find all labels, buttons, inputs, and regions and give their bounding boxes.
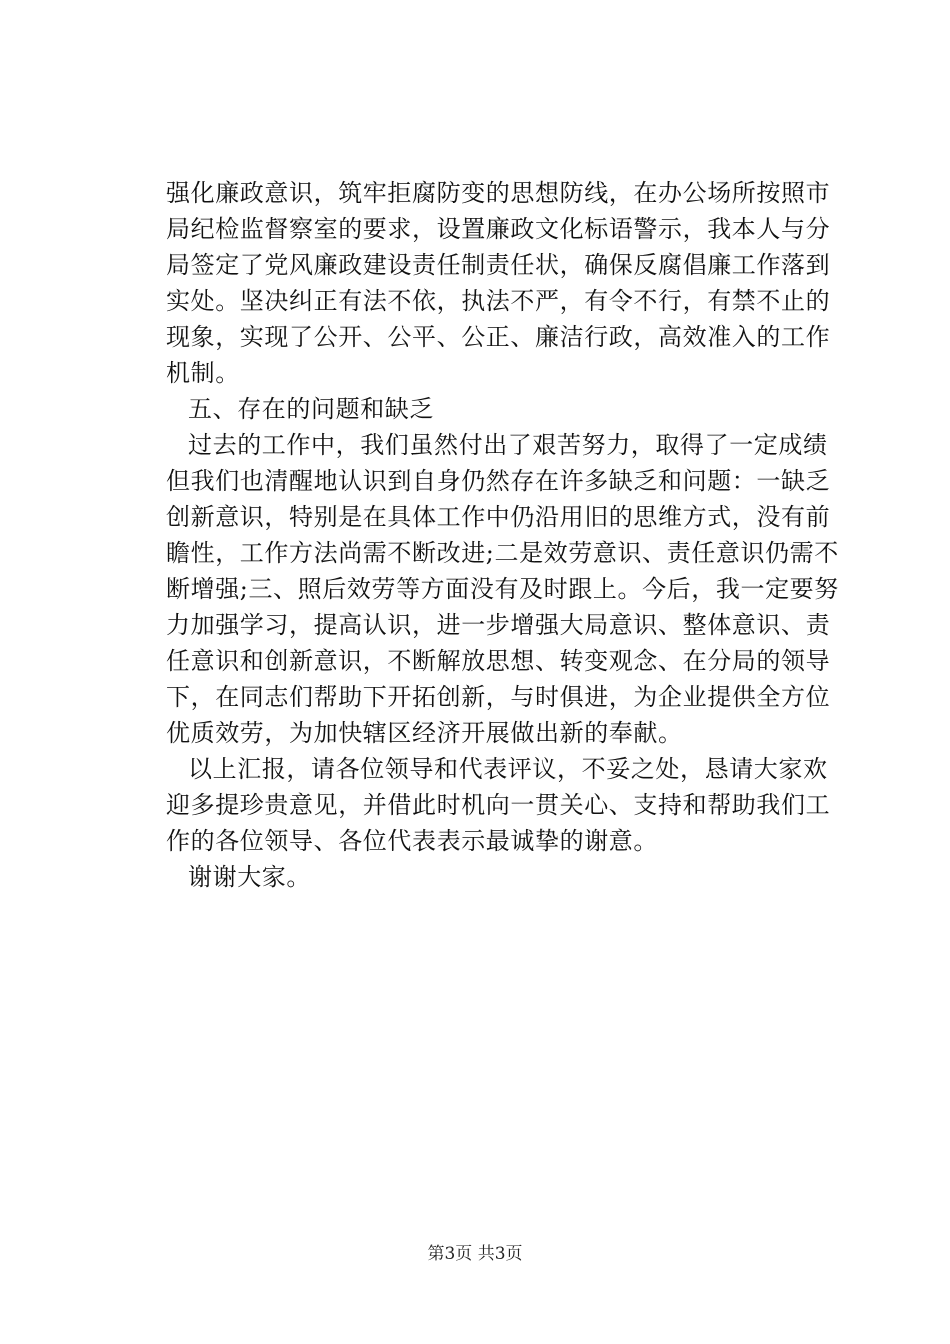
section-heading: 五、存在的问题和缺乏 <box>188 395 434 423</box>
text-line: 局纪检监督察室的要求，设置廉政文化标语警示，我本人与分 <box>166 215 831 243</box>
text-line: 过去的工作中，我们虽然付出了艰苦努力，取得了一定成绩 <box>188 431 828 459</box>
document-body <box>166 175 866 895</box>
text-line: 强化廉政意识，筑牢拒腐防变的思想防线，在办公场所按照市 <box>166 179 831 207</box>
text-line: 断增强;三、照后效劳等方面没有及时跟上。今后，我一定要努 <box>166 575 839 603</box>
text-line: 瞻性，工作方法尚需不断改进;二是效劳意识、责任意识仍需不 <box>166 539 839 567</box>
text-line: 以上汇报，请各位领导和代表评议，不妥之处，恳请大家欢 <box>188 755 828 783</box>
page-number-footer: 第3页 共3页 <box>427 1244 523 1264</box>
text-line: 力加强学习，提高认识，进一步增强大局意识、整体意识、责 <box>166 611 831 639</box>
text-line: 机制。 <box>166 359 240 387</box>
text-line: 创新意识，特别是在具体工作中仍沿用旧的思维方式，没有前 <box>166 503 831 531</box>
text-line: 下，在同志们帮助下开拓创新，与时俱进，为企业提供全方位 <box>166 683 831 711</box>
text-line: 任意识和创新意识，不断解放思想、转变观念、在分局的领导 <box>166 647 831 675</box>
closing-line: 谢谢大家。 <box>188 863 311 891</box>
text-line: 优质效劳，为加快辖区经济开展做出新的奉献。 <box>166 719 683 747</box>
text-line: 局签定了党风廉政建设责任制责任状，确保反腐倡廉工作落到 <box>166 251 831 279</box>
text-line: 但我们也清醒地认识到自身仍然存在许多缺乏和问题：一缺乏 <box>166 467 831 495</box>
text-line: 作的各位领导、各位代表表示最诚挚的谢意。 <box>166 827 658 855</box>
text-line: 迎多提珍贵意见，并借此时机向一贯关心、支持和帮助我们工 <box>166 791 831 819</box>
text-line: 现象，实现了公开、公平、公正、廉洁行政，高效准入的工作 <box>166 323 831 351</box>
text-line: 实处。坚决纠正有法不依，执法不严，有令不行，有禁不止的 <box>166 287 831 315</box>
